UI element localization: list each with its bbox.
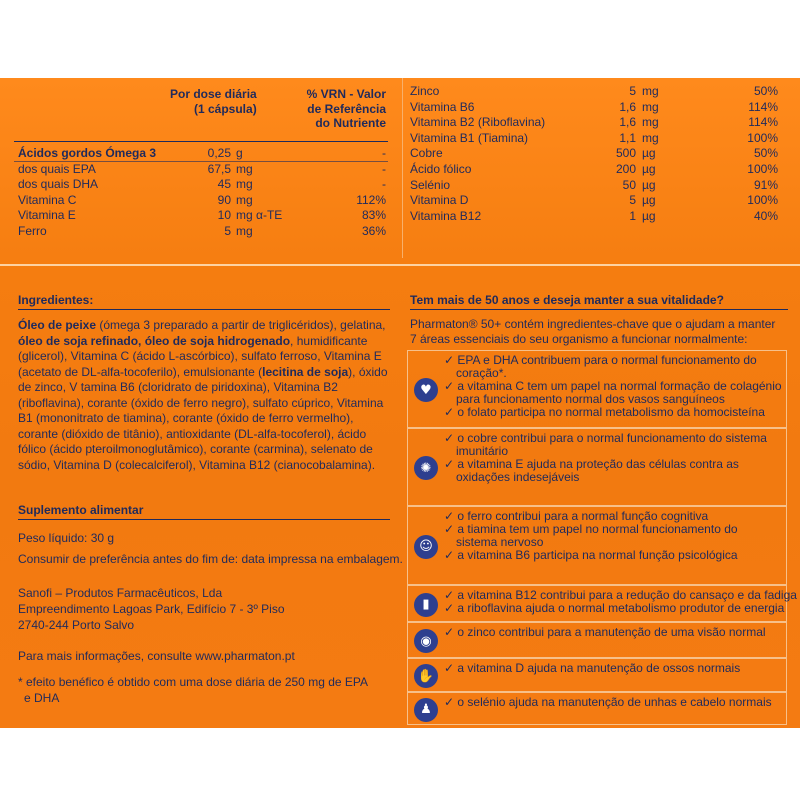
nutrient-row	[18, 146, 388, 161]
benefit-item-line: ✓ o selénio ajuda na manutenção de unhas e cabelo normais	[444, 695, 772, 709]
nutrient-row	[410, 178, 780, 193]
nutrient-vrn: 100%	[747, 130, 778, 145]
nutrient-vrn: 40%	[753, 208, 778, 223]
nutrient-unit: mg	[236, 161, 253, 176]
dose-header-line: (1 cápsula)	[194, 101, 257, 116]
nutrient-vrn: 100%	[747, 162, 778, 176]
nutrient-name: Zinco	[410, 84, 440, 98]
nutrient-row	[18, 193, 388, 208]
omega-rule	[14, 161, 388, 162]
nutrient-name: Ácido fólico	[410, 162, 472, 176]
company-line: 2740-244 Porto Salvo	[18, 618, 135, 632]
benefit-item-line: ✓ a vitamina B12 contribui para a redução do cansaço e da fadiga	[444, 588, 797, 602]
nutrient-vrn: -	[382, 161, 386, 176]
nutrient-unit: mg	[642, 84, 659, 98]
net-weight: Peso líquido: 30 g	[18, 531, 115, 545]
nutrient-row	[18, 224, 388, 239]
dose-header-line: Por dose diária	[170, 87, 257, 101]
nutrient-vrn: 114%	[748, 115, 778, 130]
nutrient-vrn: 91%	[753, 177, 778, 192]
company-line: Empreendimento Lagoas Park, Edifício 7 - 3º Piso	[18, 602, 285, 616]
bone-hand-icon: ✋	[414, 664, 438, 688]
nutrient-unit: mg	[236, 224, 253, 238]
nutrient-amount: 5	[629, 84, 636, 98]
ingredients-line: fólico (ácido pteroilmonoglutâmico), corante (carmina), selenato de	[18, 442, 373, 456]
benefit-item-line: coração*.	[456, 366, 507, 380]
nutrient-amount: 10	[217, 208, 231, 223]
nutrient-name: Ferro	[18, 224, 47, 238]
company-line: Sanofi – Produtos Farmacêuticos, Lda	[18, 586, 223, 600]
ingredients-rule	[18, 309, 390, 310]
nutrient-vrn: -	[382, 146, 386, 160]
nutrient-row	[18, 177, 388, 192]
nutrient-row	[410, 162, 780, 177]
ingredients-line: corante (dióxido de titânio), antioxidante (DL-alfa-tocoferol), ácido	[18, 426, 367, 441]
nutrient-amount: 200	[615, 162, 636, 176]
nutrient-name: Vitamina B1 (Tiamina)	[410, 130, 529, 145]
ingredients-line: B1 (mononitrato de tiamina), corante (óxido de ferro vermelho),	[18, 411, 354, 425]
ingredients-line: Óleo de peixe (ómega 3 preparado a partir de triglicéridos), gelatina,	[18, 318, 386, 332]
battery-icon: ▮	[414, 593, 438, 617]
benefit-box	[407, 585, 797, 622]
benefits-intro: Pharmaton® 50+ contém ingredientes-chave que o ajudam a manter	[410, 317, 776, 331]
ingredients-line: (riboflavina), corante (óxido de ferro negro), sulfato cúprico, Vitamina	[18, 395, 384, 410]
ingredients-line: de zinco, V tamina B6 (cloridrato de piridoxina), Vitamina B2	[18, 380, 338, 394]
nutrient-unit: mg	[642, 115, 659, 130]
nutrient-vrn: 100%	[747, 193, 778, 208]
nutrient-vrn: 50%	[753, 84, 778, 98]
nutrient-unit: mg	[642, 130, 659, 145]
supplement-rule	[18, 519, 390, 520]
supplement-label: Suplemento alimentar	[18, 503, 144, 517]
benefit-item-line: ✓ o ferro contribui para a normal função cognitiva	[444, 509, 709, 523]
benefit-item-line: para funcionamento normal dos vasos sanguíneos	[456, 392, 725, 406]
nutrient-unit: µg	[642, 208, 656, 223]
nutrient-row	[410, 100, 780, 115]
benefits-rule	[410, 309, 788, 310]
benefit-item-line: ✓ a vitamina E ajuda na proteção das células contra as	[444, 457, 739, 471]
nutrient-amount: 1	[629, 208, 636, 223]
nutrient-name: Vitamina B6	[410, 99, 475, 114]
nutrient-row	[410, 209, 780, 224]
nutrient-row	[410, 131, 780, 146]
nutrient-amount: 500	[615, 146, 636, 161]
nutrient-name: Vitamina B12	[410, 208, 482, 223]
benefit-item-line: ✓ EPA e DHA contribuem para o normal funcionamento do	[444, 353, 757, 367]
benefits-intro: 7 áreas essenciais do seu organismo a funcionar normalmente:	[410, 332, 748, 346]
nutrient-vrn: 114%	[748, 99, 778, 114]
benefit-box	[407, 658, 787, 692]
section-divider	[0, 264, 800, 266]
ingredients-line: (glicerol), Vitamina C (ácido L-ascórbico), sulfato ferroso, Vitamina E	[18, 349, 382, 363]
nutrient-row	[410, 115, 780, 130]
nutrient-row	[410, 193, 780, 208]
benefit-item-line: ✓ o folato participa no normal metabolismo da homocisteína	[444, 405, 765, 419]
vrn-header-line: de Referência	[307, 101, 386, 116]
nutrient-unit: µg	[642, 177, 656, 192]
nutrient-vrn: 50%	[753, 146, 778, 161]
nutrient-vrn: 83%	[361, 208, 386, 223]
benefit-item-line: ✓ a riboflavina ajuda o normal metabolismo produtor de energia	[444, 601, 785, 615]
nutrient-vrn: 36%	[361, 224, 386, 238]
ingredients-line: óleo de soja refinado, óleo de soja hidrogenado, humidificante	[18, 333, 368, 348]
nutrient-amount: 1,1	[619, 130, 636, 145]
nutrient-unit: µg	[642, 193, 656, 208]
nutrient-amount: 5	[629, 193, 636, 208]
benefit-item-line: sistema nervoso	[456, 535, 544, 549]
nutrient-row	[410, 146, 780, 161]
benefit-box	[407, 350, 787, 428]
nutrient-unit: mg	[236, 192, 253, 207]
vrn-header-line: do Nutriente	[315, 116, 386, 130]
ingredients-text	[18, 318, 398, 473]
benefit-item-line: ✓ a vitamina C tem um papel na normal formação de colagénio	[444, 379, 782, 393]
heart-icon: ♥	[414, 378, 438, 402]
eye-icon: ◉	[414, 629, 438, 653]
more-info: Para mais informações, consulte www.pharmaton.pt	[18, 649, 295, 663]
benefit-item-line: ✓ o cobre contribui para o normal funcionamento do sistema	[444, 431, 767, 445]
benefit-item-line: ✓ a tiamina tem um papel no normal funcionamento do	[444, 522, 738, 536]
brain-head-icon: ☺	[414, 535, 438, 559]
nutrient-name: Cobre	[410, 146, 443, 161]
product-label-panel	[0, 78, 800, 728]
header-rule	[14, 141, 388, 142]
nutrient-name: dos quais EPA	[18, 161, 96, 176]
benefits-heading: Tem mais de 50 anos e deseja manter a sua vitalidade?	[410, 293, 724, 307]
nutrient-row	[410, 84, 780, 99]
nutrient-amount: 45	[217, 177, 231, 192]
nutrient-unit: µg	[642, 162, 656, 176]
nutrient-amount: 1,6	[619, 99, 636, 114]
benefit-item-line: ✓ a vitamina B6 participa na normal função psicológica	[444, 548, 738, 562]
footnote-line: e DHA	[24, 691, 60, 705]
nutrient-name: Vitamina C	[18, 192, 77, 207]
nutrient-row	[18, 208, 388, 223]
nutrient-row	[18, 162, 388, 177]
benefit-box	[407, 428, 787, 506]
ingredients-line: sódio, Vitamina D (colecalciferol), Vitamina B12 (cianocobalamina).	[18, 457, 376, 472]
nutrient-amount: 67,5	[207, 161, 231, 176]
nutrient-unit: µg	[642, 146, 656, 161]
benefit-item-line: oxidações indesejáveis	[456, 470, 580, 484]
nutrient-amount: 0,25	[207, 146, 231, 160]
nutrient-vrn: 112%	[356, 192, 386, 207]
nutrient-name: Ácidos gordos Ómega 3	[18, 146, 157, 160]
vrn-column-header	[280, 87, 386, 131]
benefit-item-line: ✓ o zinco contribui para a manutenção de uma visão normal	[444, 625, 766, 639]
nutrient-name: Vitamina D	[410, 193, 469, 208]
dose-column-header	[164, 87, 294, 116]
ingredients-heading: Ingredientes:	[18, 293, 94, 307]
nutrient-amount: 90	[217, 192, 231, 207]
ingredients-line: (acetato de DL-alfa-tocoferilo), emulsionante (lecitina de soja), óxido	[18, 364, 388, 379]
column-divider	[402, 78, 403, 258]
benefit-box	[407, 692, 787, 725]
benefit-box	[407, 622, 787, 658]
nutrient-vrn: -	[382, 177, 386, 192]
hair-person-icon: ♟	[414, 698, 438, 722]
nutrient-amount: 5	[224, 224, 231, 238]
benefit-box	[407, 506, 787, 585]
benefit-item-line: imunitário	[456, 444, 509, 458]
nutrient-name: Vitamina B2 (Riboflavina)	[410, 115, 546, 130]
footnote-line: * efeito benéfico é obtido com uma dose diária de 250 mg de EPA	[18, 675, 368, 689]
nutrient-amount: 50	[622, 177, 636, 192]
nutrient-unit: mg	[236, 177, 253, 192]
nutrient-unit: g	[236, 146, 243, 160]
nutrient-amount: 1,6	[619, 115, 636, 130]
immune-shield-icon: ✺	[414, 456, 438, 480]
benefit-item-line: ✓ a vitamina D ajuda na manutenção de ossos normais	[444, 661, 741, 675]
nutrient-name: Vitamina E	[18, 208, 76, 223]
nutrient-name: dos quais DHA	[18, 177, 99, 192]
best-before: Consumir de preferência antes do fim de: data impressa na embalagem.	[18, 552, 403, 566]
nutrient-name: Selénio	[410, 177, 451, 192]
nutrient-unit: mg	[642, 99, 659, 114]
nutrient-unit: mg α-TE	[236, 208, 283, 223]
vrn-header-line: % VRN - Valor	[306, 87, 386, 101]
